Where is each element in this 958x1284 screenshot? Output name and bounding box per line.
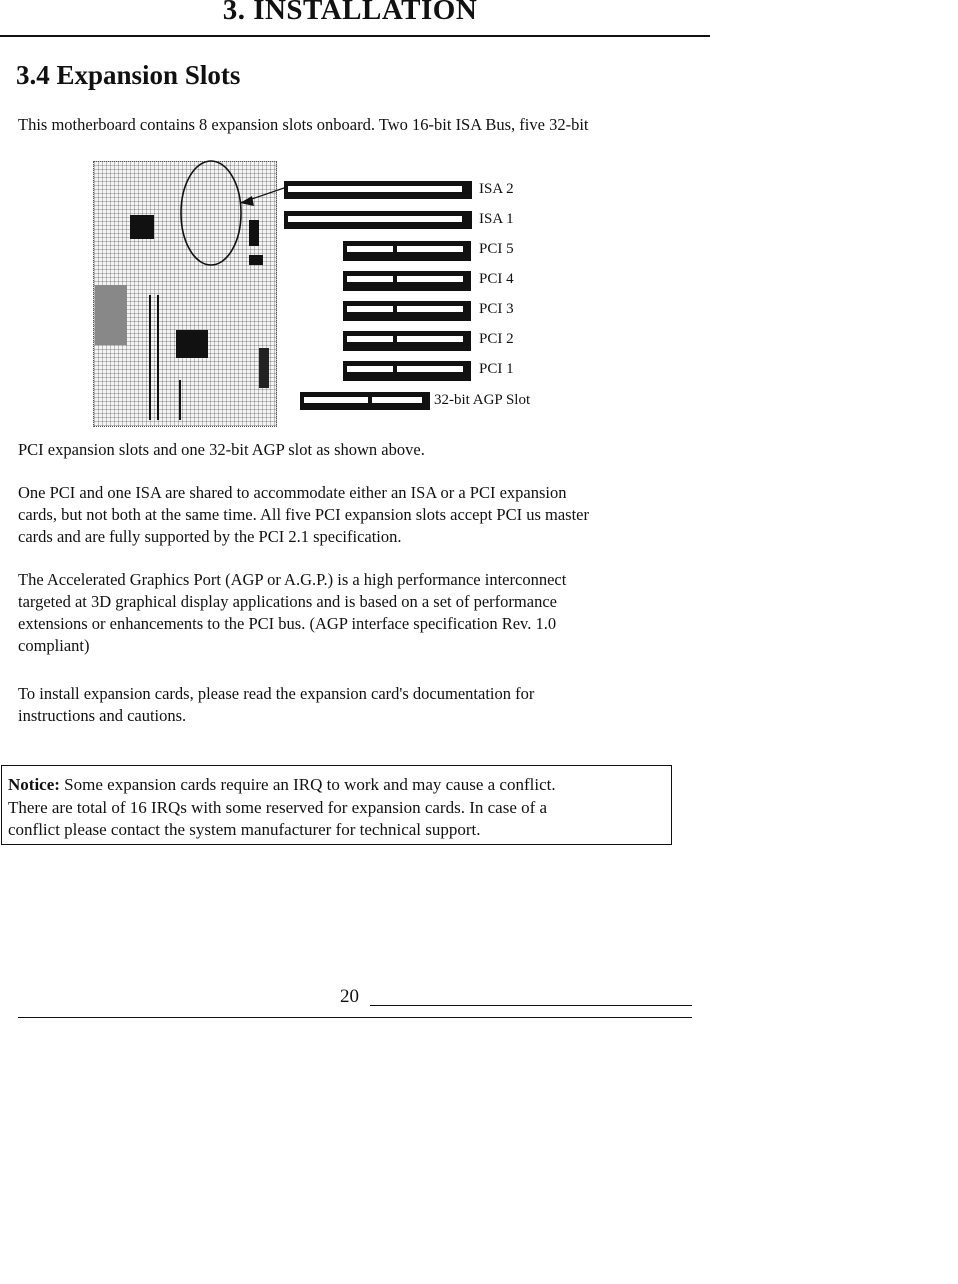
slot-highlight-ellipse [181,161,241,265]
paragraph-install [18,683,688,727]
pointer-arrow [240,196,254,206]
board-chip [176,330,208,358]
slot-label-pci-3: PCI 3 [479,301,514,317]
board-chip [95,285,127,345]
footer-rule-right [370,1005,692,1006]
chapter-title: 3. INSTALLATION [222,0,478,26]
paragraph-line: targeted at 3D graphical display applications and is based on a set of performance [18,592,557,611]
slot-label-isa-1: ISA 1 [479,211,514,227]
paragraph-line: cards and are fully supported by the PCI 2.1 specification. [18,527,402,546]
slot-label-pci-1: PCI 1 [479,361,514,377]
paragraph-line: extensions or enhancements to the PCI bus. (AGP interface specification Rev. 1.0 [18,614,557,633]
paragraph-line: instructions and cautions. [18,706,187,725]
notice-line: Some expansion cards require an IRQ to work and may cause a conflict. [64,775,556,794]
slot-label-pci-4: PCI 4 [479,271,514,287]
slot-label-pci-2: PCI 2 [479,331,514,347]
paragraph-agp [18,569,688,657]
board-chip [130,215,154,239]
slot-isa-2 [284,181,472,199]
notice-line: There are total of 16 IRQs with some reserved for expansion cards. In case of a [8,797,548,817]
page-number: 20 [340,986,359,1007]
slot-pci-3 [343,301,471,321]
footer-rule [18,1017,692,1018]
slot-label-isa-2: ISA 2 [479,181,514,197]
paragraph-shared-slots [18,482,688,548]
board-chip [249,220,259,246]
caption-line: PCI expansion slots and one 32-bit AGP slot as shown above. [18,440,425,459]
notice-line: conflict please contact the system manufacturer for technical support. [8,820,481,839]
figure-caption [18,439,688,461]
slot-pci-2 [343,331,471,351]
slot-isa-1 [284,211,472,229]
slot-label-pci-5: PCI 5 [479,241,514,257]
section-title: 3.4 Expansion Slots [16,60,241,90]
board-chip [249,255,263,265]
notice-label: Notice: [8,775,60,794]
slot-agp [300,392,430,410]
board-chip [259,348,269,388]
slot-pci-5 [343,241,471,261]
slot-pci-1 [343,361,471,381]
slot-label-agp: 32-bit AGP Slot [434,392,531,408]
paragraph-line: To install expansion cards, please read the expansion card's documentation for [18,684,535,703]
paragraph-line: compliant) [18,636,90,655]
paragraph-line: One PCI and one ISA are shared to accommodate either an ISA or a PCI expansion [18,483,567,502]
paragraph-line: cards, but not both at the same time. All five PCI expansion slots accept PCI us master [18,505,589,524]
paragraph-line: The Accelerated Graphics Port (AGP or A.G.P.) is a high performance interconnect [18,570,567,589]
slot-pci-4 [343,271,471,291]
intro-line: This motherboard contains 8 expansion slots onboard. Two 16-bit ISA Bus, five 32-bit [18,115,589,134]
notice-box [1,765,672,845]
